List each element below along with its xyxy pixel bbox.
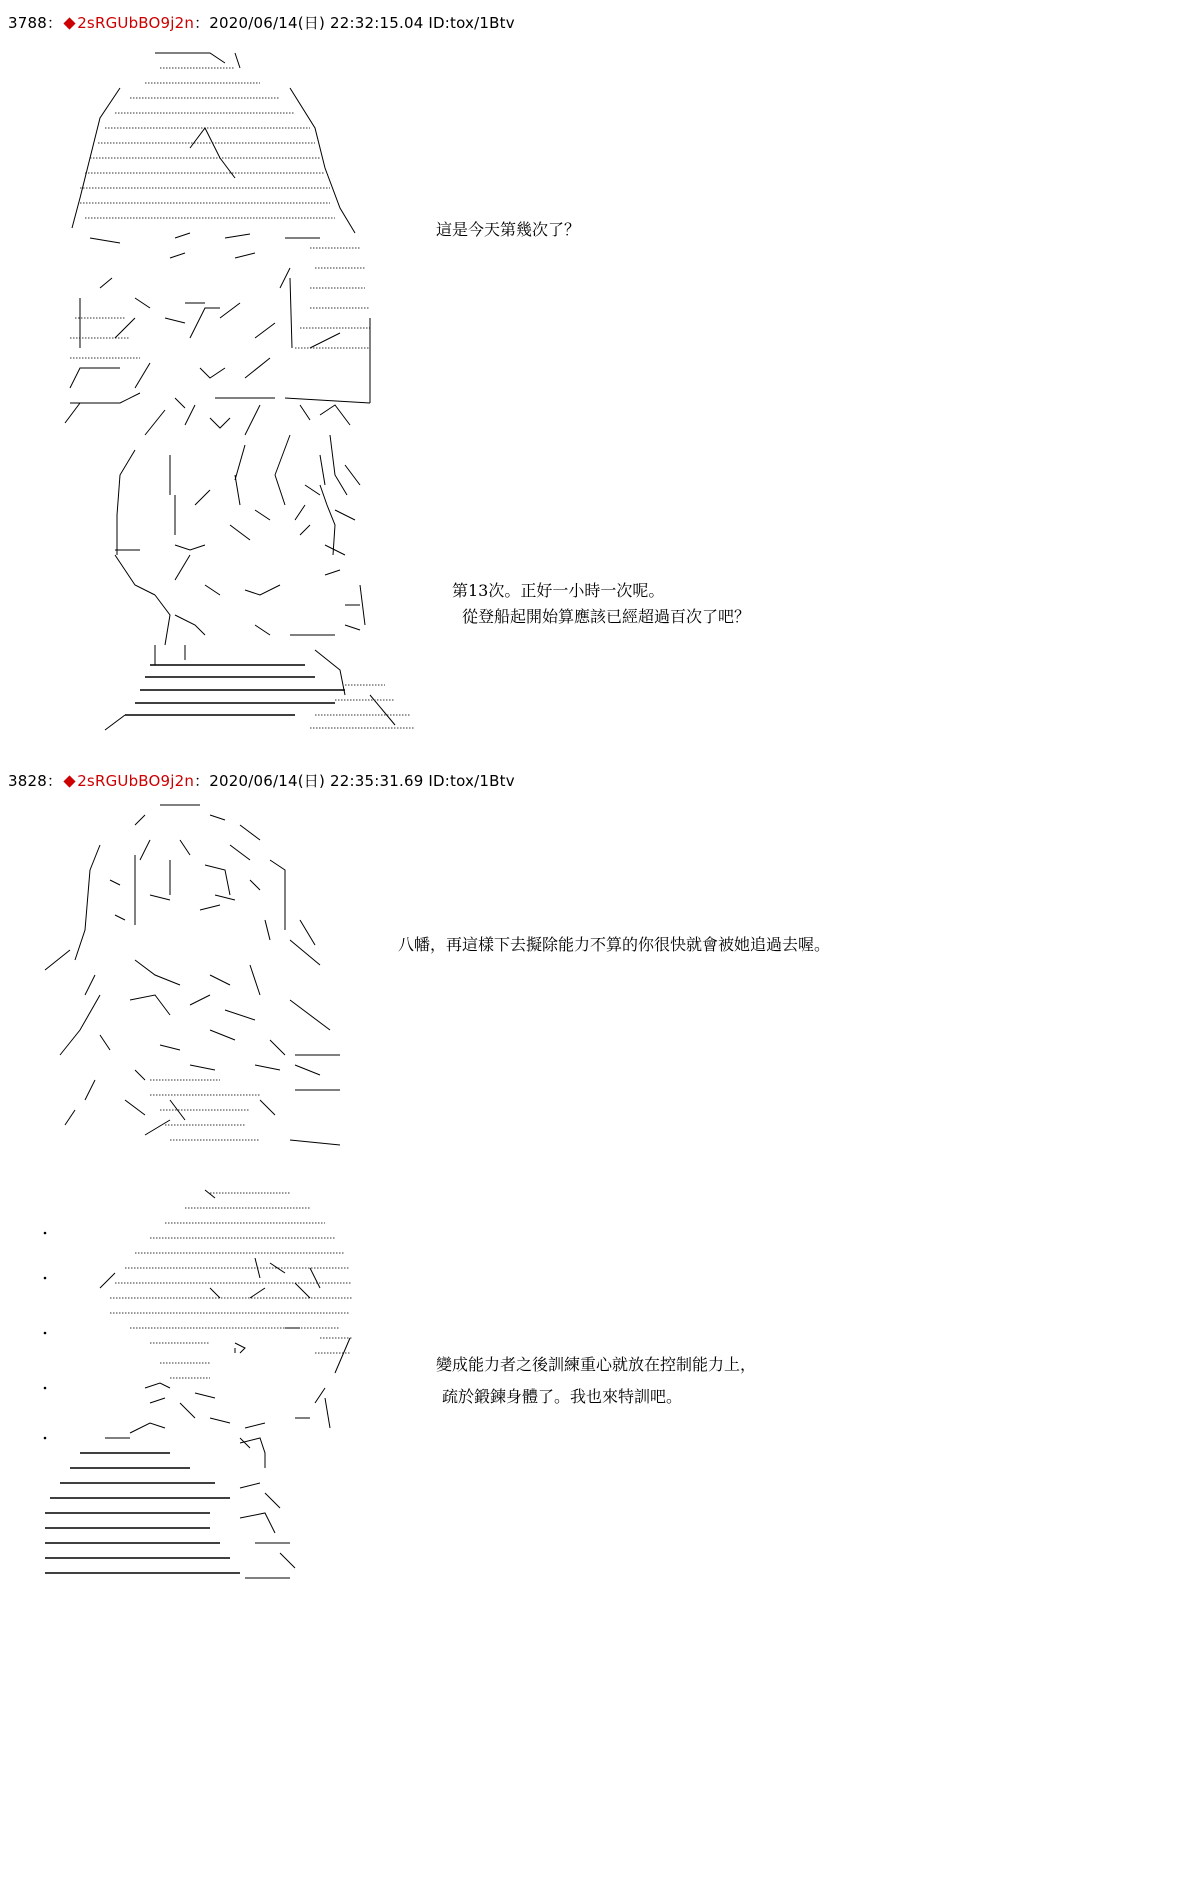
poster-id[interactable]: ID:tox/1Btv [428, 14, 515, 32]
dialogue-panel-1 [436, 222, 580, 238]
post-separator: ： [46, 772, 63, 790]
poster-id[interactable]: ID:tox/1Btv [428, 772, 515, 790]
dialogue-line: 變成能力者之後訓練重心就放在控制能力上， [436, 1355, 757, 1374]
ascii-art-panel-1 [60, 48, 390, 438]
dialogue-panel-3 [398, 937, 830, 953]
post-colon: ： [194, 14, 210, 32]
post-number: 3788 [8, 14, 47, 32]
dialogue-panel-4 [436, 1357, 756, 1405]
dialogue-line: 這是今天第幾次了？ [436, 220, 581, 239]
trip-diamond-icon [64, 17, 76, 29]
post-datetime: 2020/06/14(日) 22:32:15.04 [209, 14, 424, 32]
poster-name[interactable]: 2sRGUbBO9j2n [77, 14, 195, 32]
post-header-2 [8, 770, 515, 791]
post-number: 3828 [8, 772, 47, 790]
post-separator: ： [46, 14, 63, 32]
dialogue-panel-2 [452, 583, 750, 625]
poster-name[interactable]: 2sRGUbBO9j2n [77, 772, 195, 790]
ascii-art-panel-3 [40, 800, 350, 1150]
ascii-art-panel-2 [95, 395, 425, 735]
dialogue-line: 疏於鍛鍊身體了。我也來特訓吧。 [442, 1387, 683, 1406]
post-colon: ： [194, 772, 210, 790]
dialogue-line: 第13次。正好一小時一次呢。 [452, 581, 665, 600]
dialogue-line: 從登船起開始算應該已經超過百次了吧？ [462, 607, 751, 626]
post-datetime: 2020/06/14(日) 22:35:31.69 [209, 772, 424, 790]
ascii-art-panel-4 [40, 1188, 370, 1583]
post-header-1 [8, 12, 515, 33]
trip-diamond-icon [64, 775, 76, 787]
dialogue-line: 八幡，再這樣下去擬除能力不算的你很快就會被她追過去喔。 [398, 935, 831, 954]
